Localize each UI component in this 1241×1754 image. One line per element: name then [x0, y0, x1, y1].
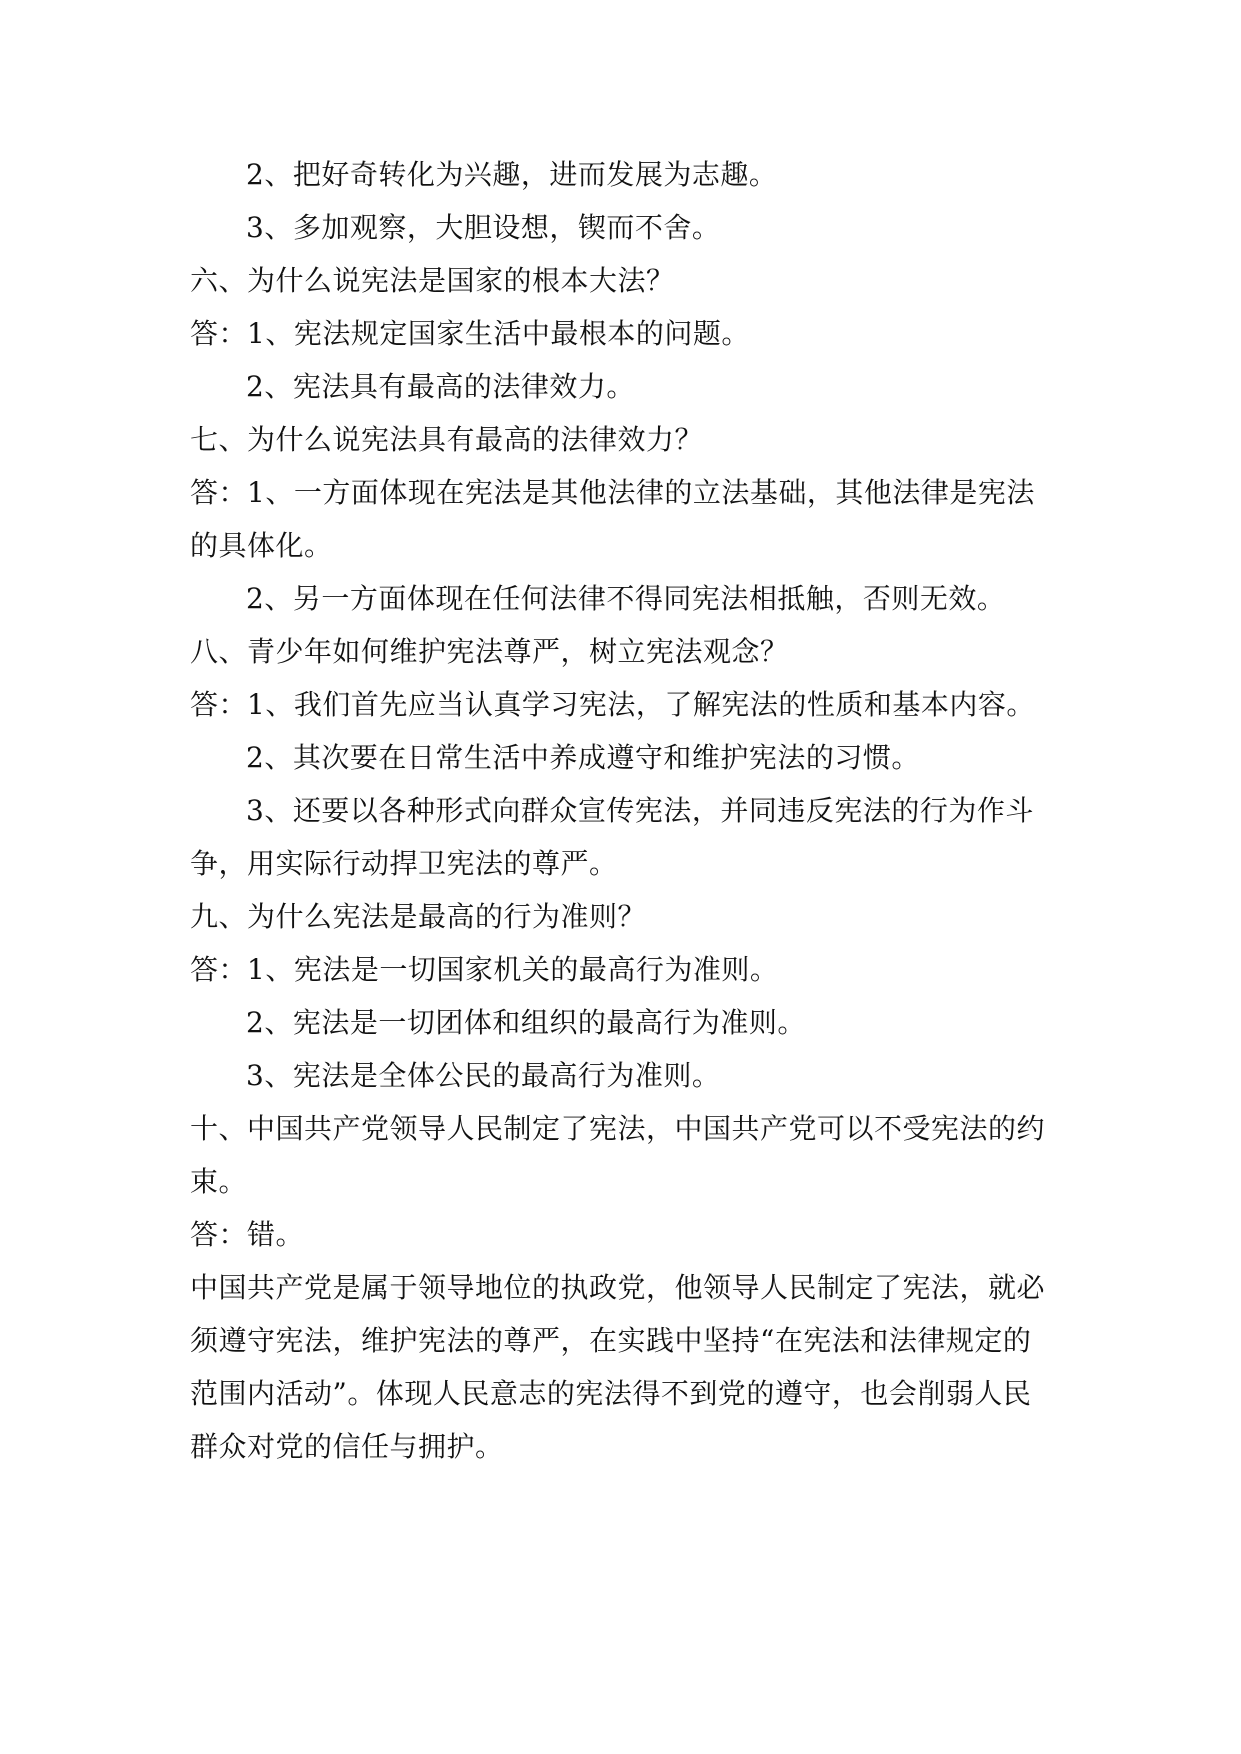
text-line: 2、宪法具有最高的法律效力。 [246, 370, 635, 403]
text-line: 的具体化。 [190, 529, 333, 562]
question-heading: 九、为什么宪法是最高的行为准则？ [190, 900, 647, 933]
text-line: 束。 [190, 1165, 248, 1198]
question-heading: 八、青少年如何维护宪法尊严，树立宪法观念？ [190, 635, 789, 668]
answer-line: 答：1、宪法是一切国家机关的最高行为准则。 [190, 953, 779, 986]
text-line: 须遵守宪法，维护宪法的尊严，在实践中坚持“在宪法和法律规定的 [190, 1324, 1032, 1357]
text-line: 范围内活动”。体现人民意志的宪法得不到党的遵守，也会削弱人民 [190, 1377, 1032, 1410]
answer-line: 答：错。 [190, 1218, 305, 1251]
text-line: 2、把好奇转化为兴趣，进而发展为志趣。 [246, 158, 778, 191]
question-heading: 七、为什么说宪法具有最高的法律效力？ [190, 423, 704, 456]
question-heading: 六、为什么说宪法是国家的根本大法？ [190, 264, 675, 297]
text-line: 争，用实际行动捍卫宪法的尊严。 [190, 847, 618, 880]
text-line: 2、另一方面体现在任何法律不得同宪法相抵触，否则无效。 [246, 582, 1006, 615]
text-line: 中国共产党是属于领导地位的执政党，他领导人民制定了宪法，就必 [190, 1271, 1046, 1304]
text-line: 群众对党的信任与拥护。 [190, 1430, 504, 1463]
text-line: 3、多加观察，大胆设想，锲而不舍。 [246, 211, 721, 244]
document-body [190, 148, 1060, 1473]
text-line: 3、还要以各种形式向群众宣传宪法，并同违反宪法的行为作斗 [246, 794, 1034, 827]
answer-line: 答：1、宪法规定国家生活中最根本的问题。 [190, 317, 750, 350]
answer-line: 答：1、我们首先应当认真学习宪法，了解宪法的性质和基本内容。 [190, 688, 1035, 721]
question-heading: 十、中国共产党领导人民制定了宪法，中国共产党可以不受宪法的约 [190, 1112, 1046, 1145]
text-line: 2、其次要在日常生活中养成遵守和维护宪法的习惯。 [246, 741, 920, 774]
answer-line: 答：1、一方面体现在宪法是其他法律的立法基础，其他法律是宪法 [190, 476, 1035, 509]
text-line: 2、宪法是一切团体和组织的最高行为准则。 [246, 1006, 806, 1039]
text-line: 3、宪法是全体公民的最高行为准则。 [246, 1059, 721, 1092]
